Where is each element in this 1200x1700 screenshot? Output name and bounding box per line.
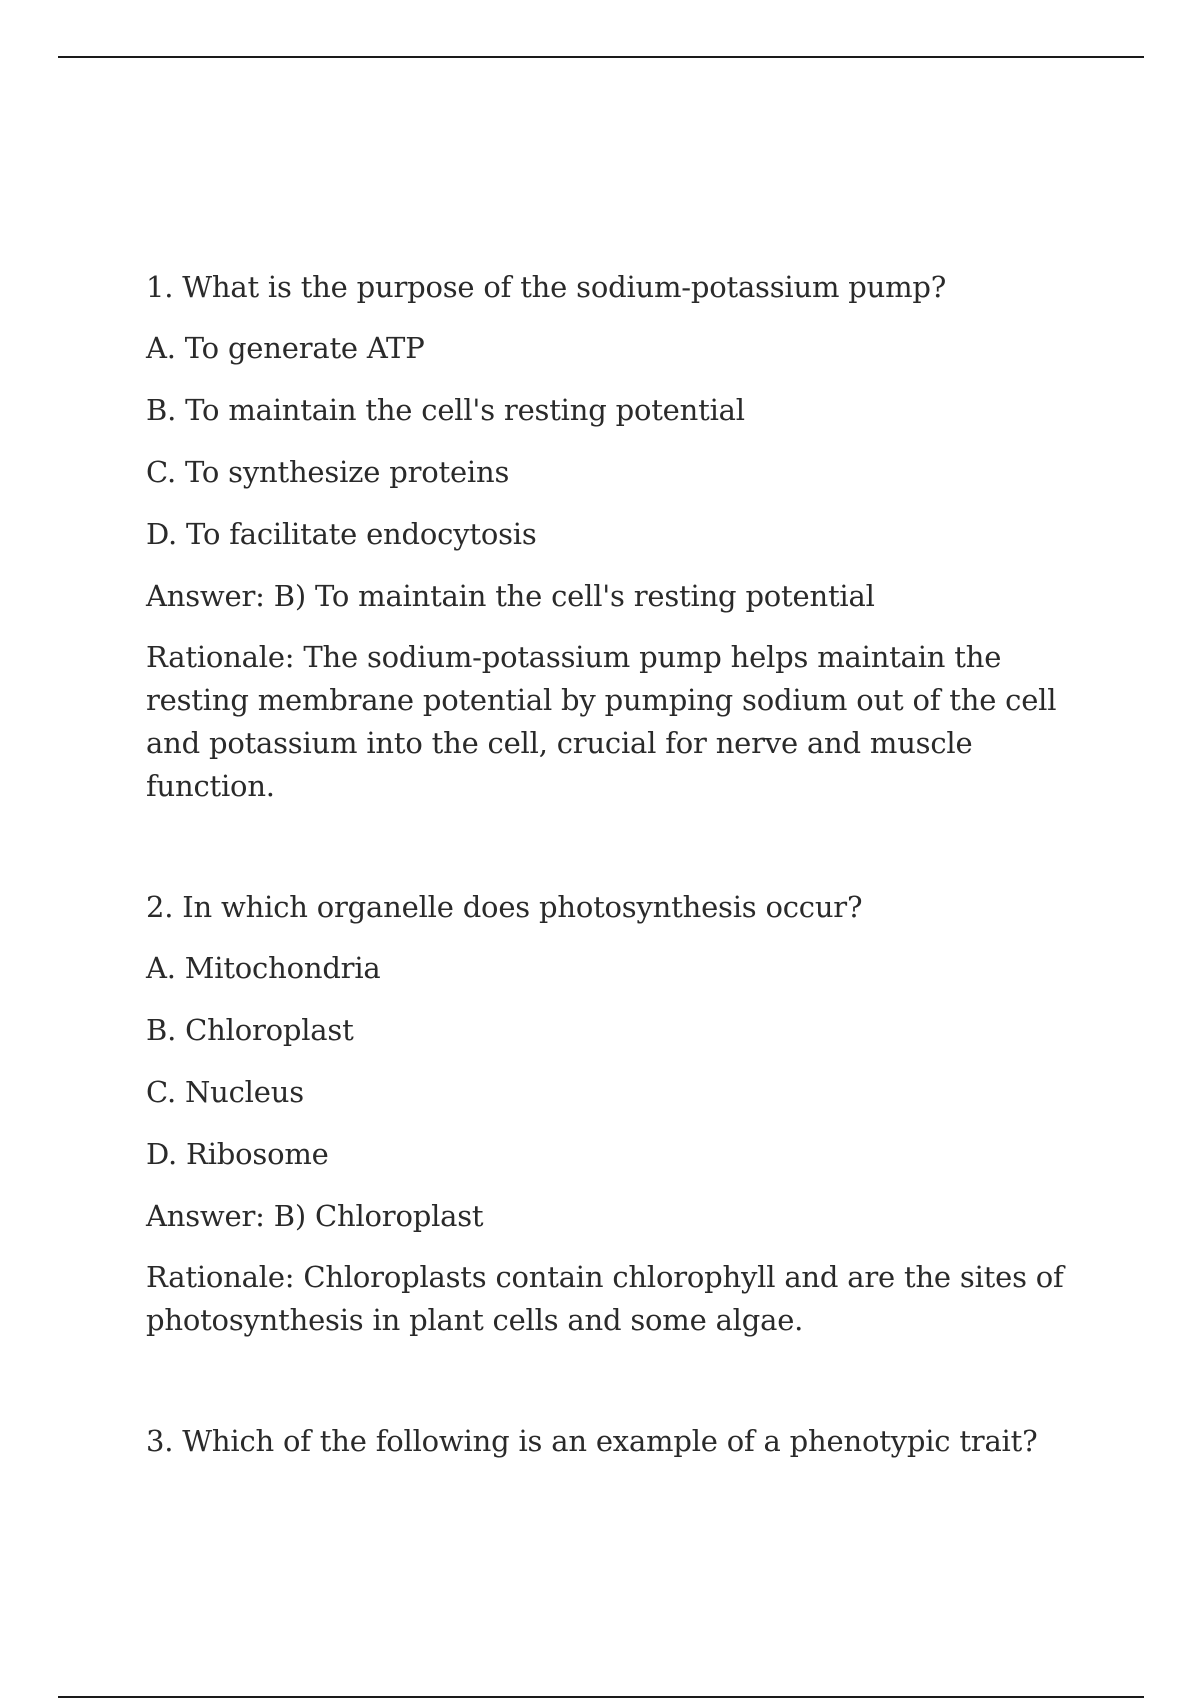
option-d: D. To facilitate endocytosis [146, 517, 537, 551]
spacer [146, 1342, 1086, 1420]
rationale-text: Rationale: The sodium-potassium pump helps maintain the resting membrane potential by pumping sodium out of the cell and potassium into the cell, crucial for nerve and muscle function. [146, 640, 1057, 803]
option-c: C. Nucleus [146, 1075, 304, 1109]
question-block-1 [146, 266, 1086, 808]
document-body [146, 266, 1086, 1481]
question-text: 1. What is the purpose of the sodium-potassium pump? [146, 270, 947, 304]
footer-rule [58, 1696, 1144, 1698]
option-b: B. Chloroplast [146, 1013, 354, 1047]
question-block-3 [146, 1420, 1086, 1463]
option-b: B. To maintain the cell's resting potential [146, 393, 745, 427]
header-rule [58, 56, 1144, 58]
question-block-2 [146, 886, 1086, 1342]
option-a: A. Mitochondria [146, 951, 381, 985]
question-text: 2. In which organelle does photosynthesis occur? [146, 890, 863, 924]
answer-text: Answer: B) To maintain the cell's resting potential [146, 579, 875, 613]
option-c: C. To synthesize proteins [146, 455, 510, 489]
answer-text: Answer: B) Chloroplast [146, 1199, 484, 1233]
option-d: D. Ribosome [146, 1137, 329, 1171]
rationale-text: Rationale: Chloroplasts contain chlorophyll and are the sites of photosynthesis in plant cells and some algae. [146, 1260, 1064, 1337]
question-text: 3. Which of the following is an example of a phenotypic trait? [146, 1424, 1038, 1458]
option-a: A. To generate ATP [146, 331, 425, 365]
spacer [146, 808, 1086, 886]
